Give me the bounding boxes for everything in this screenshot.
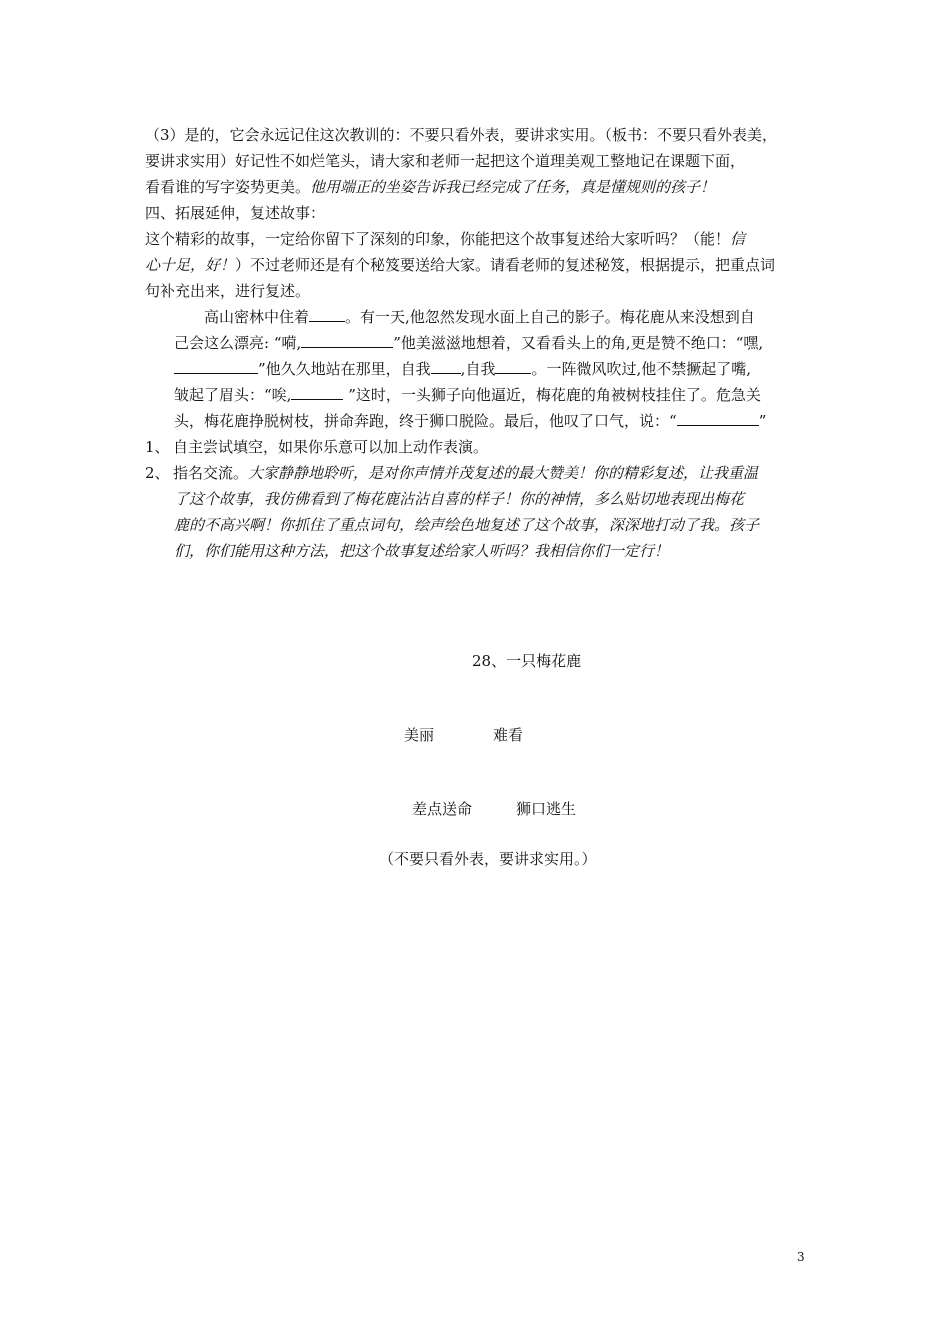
intro-line1-text: 这个精彩的故事，一定给你留下了深刻的印象，你能把这个故事复述给大家听吗？（能！ [145, 230, 731, 248]
intro-line3: 句补充出来，进行复述。 [145, 282, 311, 300]
fill-blank[interactable] [431, 358, 461, 374]
board-moral: （不要只看外表，要讲求实用。） [379, 850, 597, 868]
para3-teacher-comment: 他用端正的坐姿告诉我已经完成了任务，真是懂规则的孩子！ [310, 178, 716, 196]
para3-line3 [145, 176, 715, 198]
fill-blank[interactable] [309, 306, 345, 322]
list-item-1-text: 自主尝试填空，如果你乐意可以加上动作表演。 [173, 438, 489, 456]
story-line4 [174, 384, 761, 406]
fill-blank[interactable] [677, 410, 759, 426]
list-item-1-number: 1、 [145, 438, 170, 456]
story-line3-b: ,自我 [460, 360, 496, 378]
story-line4-a: 皱起了眉头：“唉, [174, 386, 292, 404]
list-item-2-number: 2、 [145, 464, 170, 482]
story-line1 [204, 306, 755, 328]
fill-blank[interactable] [301, 332, 393, 348]
fill-blank[interactable] [291, 384, 343, 400]
page-number: 3 [797, 1250, 805, 1264]
story-line5 [174, 410, 766, 432]
fill-blank[interactable] [174, 358, 258, 374]
board-title: 28、一只梅花鹿 [472, 652, 582, 670]
story-line4-b: ”这时，一头狮子向他逼近，梅花鹿的角被树枝挂住了。危急关 [343, 386, 761, 404]
list-item-2-line4: 们，你们能用这种方法，把这个故事复述给家人听吗？我相信你们一定行！ [174, 542, 670, 560]
para3-line3-text: 看看谁的写字姿势更美。 [145, 178, 311, 196]
board-phrase-escaped: 狮口逃生 [516, 800, 577, 818]
story-line1-a: 高山密林中住着 [204, 308, 310, 326]
intro-line2-italic: 心十足，好！ [145, 256, 236, 274]
story-line1-b: 。有一天,他忽然发现水面上自己的影子。梅花鹿从来没想到自 [345, 308, 755, 326]
story-line5-a: 头，梅花鹿挣脱树枝，拼命奔跑，终于狮口脱险。最后，他叹了口气，说：“ [174, 412, 677, 430]
story-line3 [174, 358, 751, 380]
story-line3-a: ”他久久地站在那里，自我 [258, 360, 431, 378]
intro-line2-text: ）不过老师还是有个秘笈要送给大家。请看老师的复述秘笈，根据提示，把重点词 [235, 256, 776, 274]
board-phrase-almost-died: 差点送命 [412, 800, 473, 818]
board-word-beautiful: 美丽 [404, 726, 435, 744]
para3-line2: 要讲求实用）好记性不如烂笔头，请大家和老师一起把这个道理美观工整地记在课题下面， [145, 152, 746, 170]
list-item-2 [145, 462, 758, 484]
story-line3-c: 。一阵微风吹过,他不禁撅起了嘴, [531, 360, 751, 378]
list-item-2-line2: 了这个故事，我仿佛看到了梅花鹿沾沾自喜的样子！你的神情，多么贴切地表现出梅花 [174, 490, 745, 508]
story-line2 [174, 332, 763, 354]
story-line5-b: ” [758, 412, 767, 430]
list-item-1 [145, 436, 488, 458]
intro-line2 [145, 254, 775, 276]
section4-heading: 四、拓展延伸，复述故事： [145, 204, 326, 222]
list-item-2-line3: 鹿的不高兴啊！你抓住了重点词句，绘声绘色地复述了这个故事，深深地打动了我。孩子 [174, 516, 760, 534]
board-word-ugly: 难看 [493, 726, 524, 744]
story-line2-b: ”他美滋滋地想着，又看看头上的角,更是赞不绝口：“嘿, [393, 334, 764, 352]
fill-blank[interactable] [495, 358, 531, 374]
intro-line1 [145, 228, 745, 250]
list-item-2-comment: 大家静静地聆听，是对你声情并茂复述的最大赞美！你的精彩复述，让我重温 [248, 464, 759, 482]
para3-line1: （3）是的，它会永远记住这次教训的：不要只看外表，要讲求实用。（板书：不要只看外表美， [145, 126, 778, 144]
story-line2-a: 己会这么漂亮: “嗬, [174, 334, 302, 352]
list-item-2-lead: 指名交流。 [173, 464, 249, 482]
intro-line1-italic: 信 [730, 230, 746, 248]
